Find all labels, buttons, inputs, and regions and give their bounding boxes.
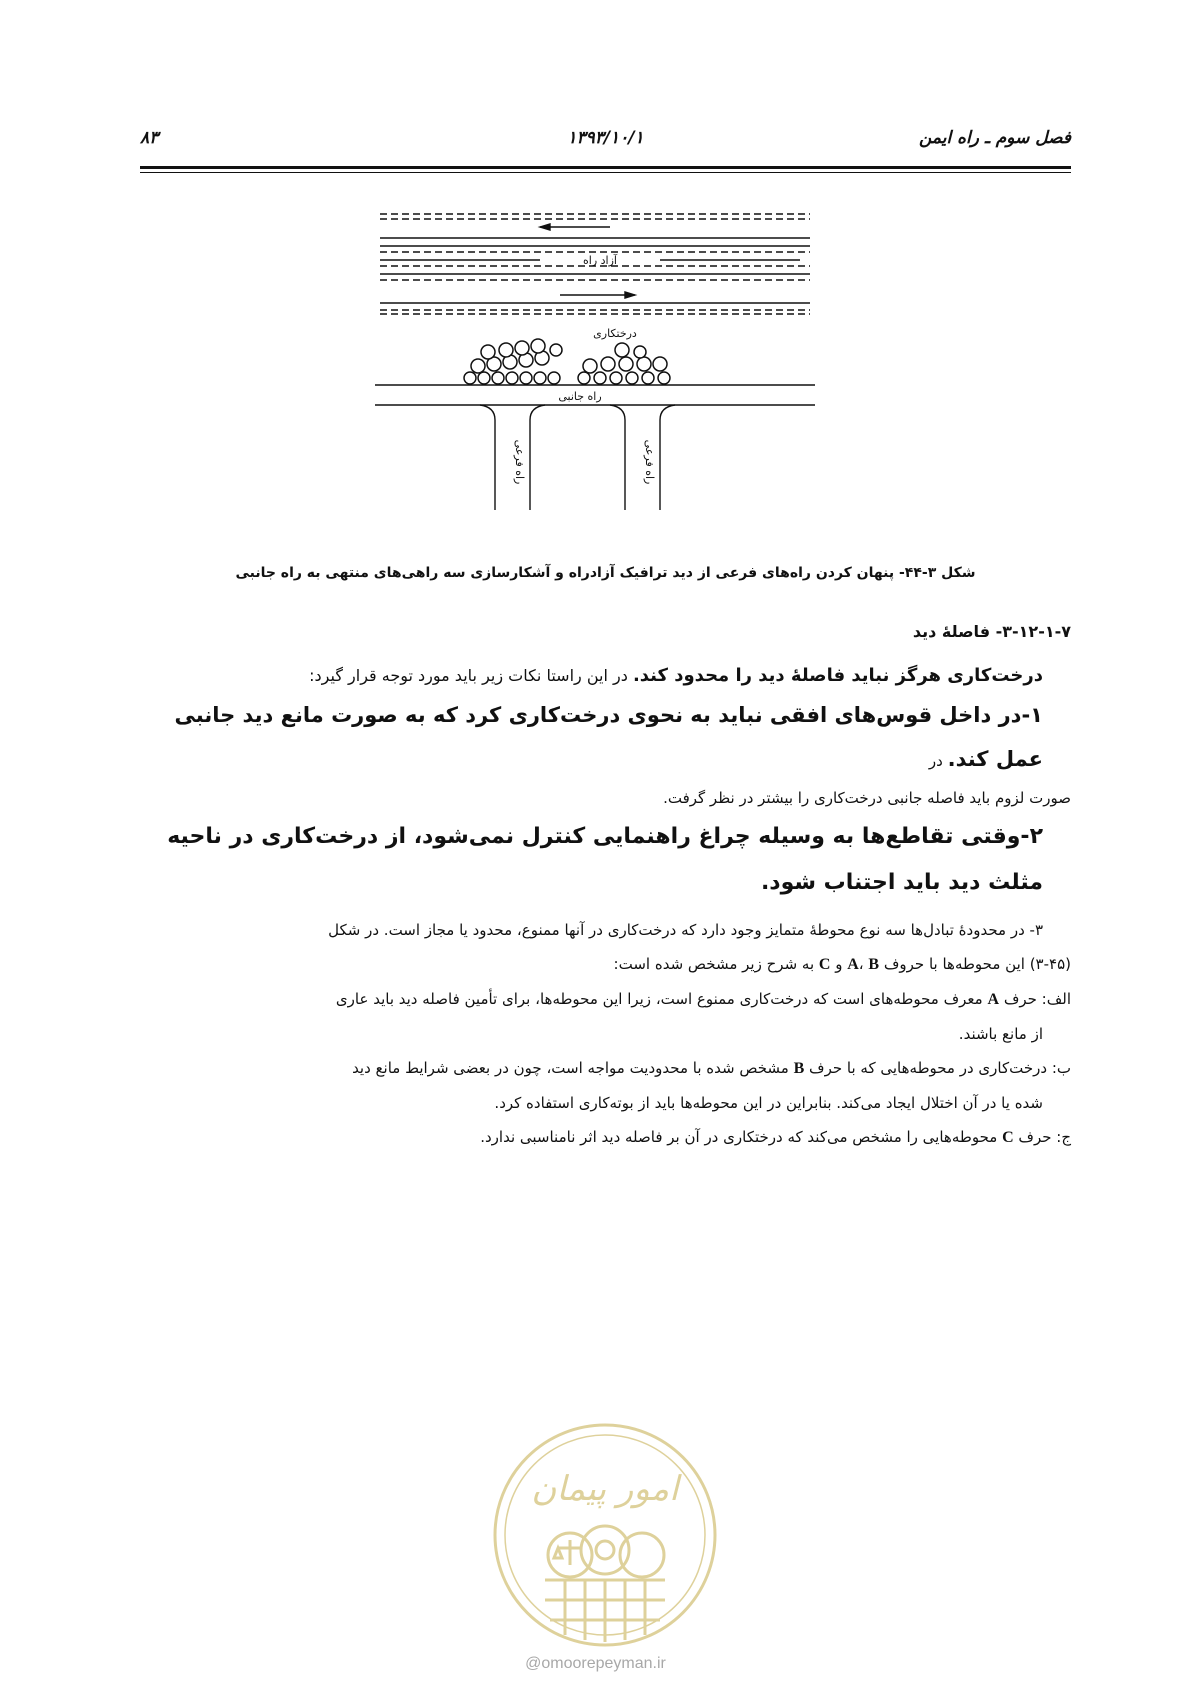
planting-label: درختکاری: [593, 327, 637, 340]
road-planting-figure: [360, 210, 830, 550]
sub-item-be: [140, 1051, 1071, 1086]
be-letter-b: B: [793, 1060, 805, 1077]
branch-road-right-label: راه فرعی: [643, 439, 656, 485]
website-text: omoorepeyman.ir: [541, 1655, 666, 1672]
website-watermark: [0, 1655, 1191, 1673]
header-rule-thick: [140, 166, 1071, 169]
branch-road-left-label: راه فرعی: [513, 439, 526, 485]
chapter-title: فصل سوم ـ راه ایمن: [918, 128, 1071, 148]
jim-text-1: ج: حرف: [1013, 1128, 1071, 1146]
section-title: ۳-۱۲-۱-۷- فاصلهٔ دید: [912, 622, 1071, 641]
intro-paragraph: [140, 659, 1071, 693]
jim-letter-c: C: [1002, 1129, 1014, 1146]
alef-letter-a: A: [987, 991, 1000, 1008]
item-3-line-2: [140, 947, 1071, 982]
letter-c: C: [818, 956, 831, 973]
intro-rest: در این راستا نکات زیر باید مورد توجه قرار گیرد:: [309, 666, 633, 685]
item-1-continued: صورت لزوم باید فاصله جانبی درخت‌کاری را بیشتر در نظر گرفت.: [663, 789, 1071, 807]
item-3-text-2: به شرح زیر مشخص شده است:: [613, 955, 819, 973]
item-2-bold: ۲-وقتی تقاطع‌ها به وسیله چراغ راهنمایی کنترل نمی‌شود، از درخت‌کاری در ناحیه مثلث دید باید اجتناب شود.: [167, 824, 1043, 895]
item-3-and: و: [830, 955, 848, 973]
item-3-line-1: ۳- در محدودهٔ تبادل‌ها سه نوع محوطهٔ متمایز وجود دارد که درخت‌کاری در آنها ممنوع، محدود یا مجاز است. در شکل: [328, 921, 1043, 939]
intro-bold: درخت‌کاری هرگز نباید فاصلهٔ دید را محدود کند.: [632, 665, 1043, 686]
watermark-seal: [490, 1420, 720, 1650]
sub-item-jim: [140, 1120, 1071, 1155]
section-body: [140, 622, 1071, 1155]
letter-a: A: [847, 956, 859, 973]
letter-b: B: [868, 956, 880, 973]
jim-text-2: محوطه‌هایی را مشخص می‌کند که درختکاری در آن بر فاصله دید اثر نامناسبی ندارد.: [480, 1128, 1003, 1146]
item-1-bold: ۱-در داخل قوس‌های افقی نباید به نحوی درخت‌کاری کرد که به صورت مانع دید جانبی عمل کند.: [174, 703, 1043, 771]
at-icon: @: [525, 1655, 542, 1672]
header-rule-thin: [140, 172, 1071, 173]
alef-text-1: الف: حرف: [999, 990, 1071, 1008]
item-2: [140, 815, 1071, 907]
page-number: ۸۳: [140, 128, 159, 148]
page-header: [140, 128, 1071, 158]
seal-text: امور پیمان: [531, 1469, 679, 1509]
item-3-sep: ،: [858, 955, 869, 973]
sub-item-be-continued: شده یا در آن اختلال ایجاد می‌کند. بنابراین در این محوطه‌ها باید از بوته‌کاری استفاده کرد.: [494, 1094, 1043, 1112]
be-text-1: ب: درخت‌کاری در محوطه‌هایی که با حرف: [804, 1059, 1071, 1077]
figure-caption: شکل ۳-۴۴- پنهان کردن راه‌های فرعی از دید ترافیک آزادراه و آشکارسازی سه راهی‌های منتهی به راه جانبی: [235, 565, 976, 581]
alef-text-2: معرف محوطه‌های است که درخت‌کاری ممنوع است، زیرا این محوطه‌ها، برای تأمین فاصله دید باید عاری: [335, 990, 988, 1008]
seal-logo-icon: [490, 1420, 720, 1650]
item-1: [140, 693, 1071, 781]
header-date: ۱۳۹۳/۱۰/۱: [567, 128, 644, 148]
figure-drawing: [360, 210, 830, 550]
sub-item-alef: [140, 982, 1071, 1017]
be-text-2: مشخص شده با محدودیت مواجه است، چون در بعضی شرایط مانع دید: [352, 1059, 794, 1077]
item-1-rest-a: در: [928, 752, 948, 770]
freeway-label: آزاد راه: [583, 254, 617, 267]
sub-item-alef-continued: از مانع باشند.: [958, 1025, 1043, 1043]
item-3-text-1: (۳-۴۵) این محوطه‌ها با حروف: [879, 955, 1071, 973]
side-road-label: راه جانبی: [558, 390, 602, 403]
